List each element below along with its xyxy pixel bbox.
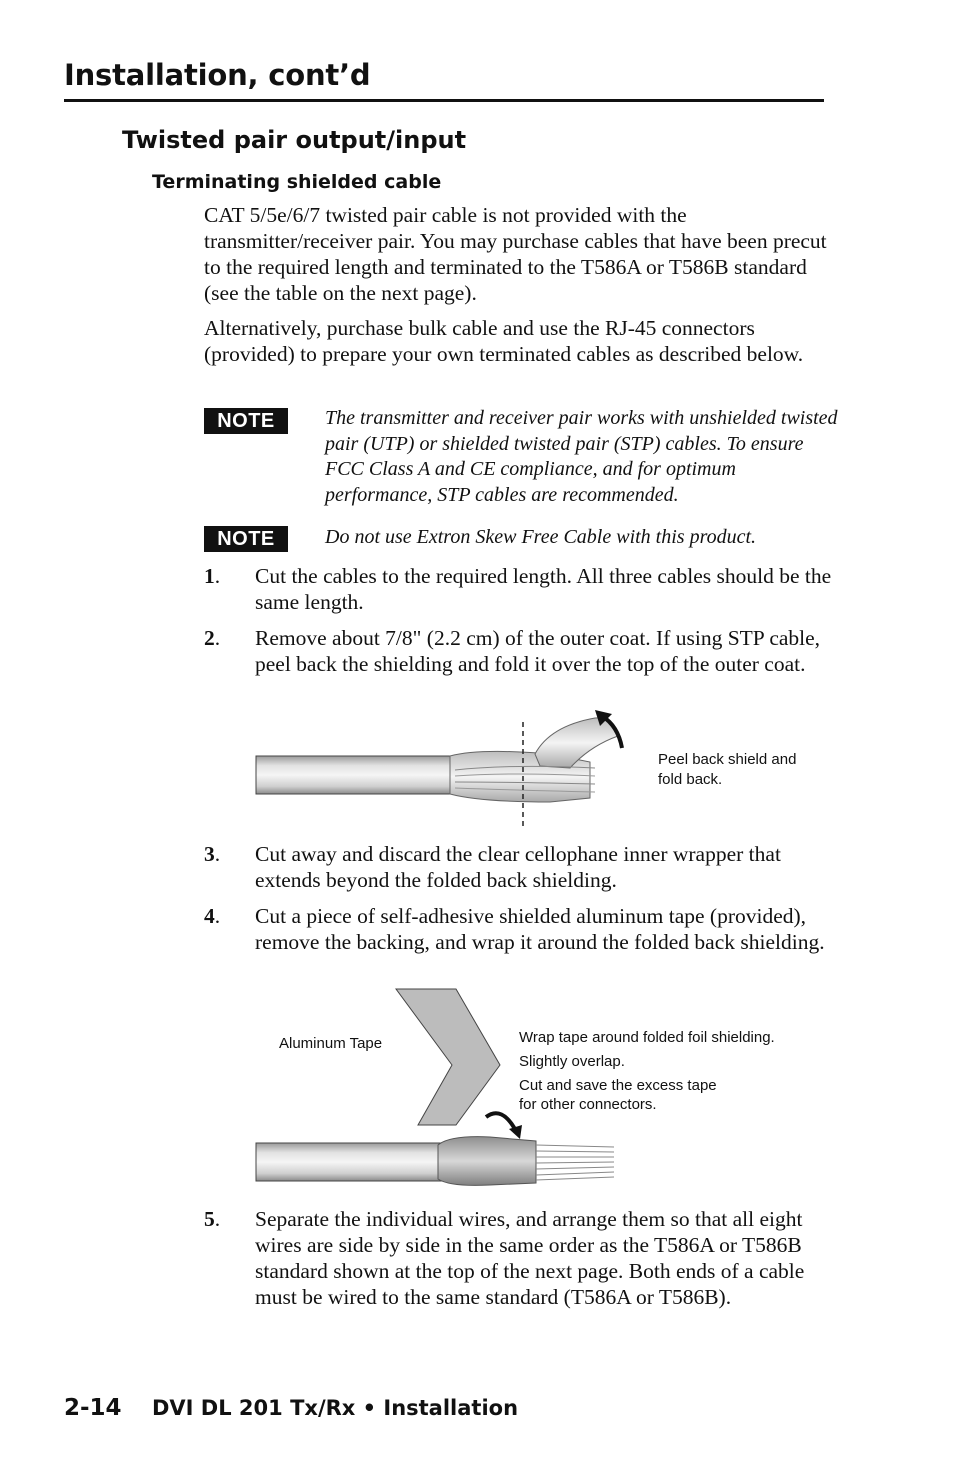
note-badge: NOTE: [204, 408, 288, 434]
figure1-caption-line1: Peel back shield and: [658, 751, 797, 768]
step-text: Cut away and discard the clear cellophane inner wrapper that extends beyond the folded back shielding.: [255, 842, 781, 892]
step-text: Cut the cables to the required length. All three cables should be the same length.: [255, 564, 832, 614]
peel-shield-illustration: [250, 718, 650, 830]
step-text: Remove about 7/8" (2.2 cm) of the outer coat. If using STP cable, peel back the shielding and fold it over the top of the outer coat.: [255, 626, 821, 676]
step-number: 2.: [204, 626, 221, 650]
step-number: 3.: [204, 842, 221, 866]
figure2-caption-line4: for other connectors.: [519, 1096, 657, 1113]
footer-doc-title: DVI DL 201 Tx/Rx • Installation: [152, 1396, 519, 1420]
subsection-heading: Terminating shielded cable: [152, 171, 442, 193]
step-text: Cut a piece of self-adhesive shielded aluminum tape (provided), remove the backing, and wrap it around the folded back shielding.: [255, 904, 825, 954]
note-badge: NOTE: [204, 526, 288, 552]
figure2-caption-line3: Cut and save the excess tape: [519, 1077, 717, 1094]
step-number: 5.: [204, 1207, 221, 1231]
title-rule: [64, 99, 824, 102]
tape-label: Aluminum Tape: [279, 1035, 383, 1052]
step-number: 1.: [204, 564, 221, 588]
figure2-caption-line1: Wrap tape around folded foil shielding.: [519, 1029, 775, 1046]
note-text: The transmitter and receiver pair works with unshielded twisted pair (UTP) or shielded twisted pair (STP) cables. To ensure FCC Class A and CE compliance, and for optimum performance, STP cables are recommended.: [325, 407, 838, 506]
step-number: 4.: [204, 904, 221, 928]
footer-page-number: 2-14: [64, 1395, 122, 1421]
page-title: Installation, cont’d: [64, 58, 371, 92]
step-text: Separate the individual wires, and arrange them so that all eight wires are side by side in the same order as the T586A or T586B standard shown at the top of the next page. Both ends of a cable must be wired to the same standard (T586A or T586B).: [255, 1207, 805, 1309]
note-text: Do not use Extron Skew Free Cable with this product.: [325, 526, 757, 548]
intro-paragraph: CAT 5/5e/6/7 twisted pair cable is not provided with the transmitter/receiver pair. You may purchase cables that have been precut to the required length and terminated to the T586A or T586B standard (see the table on the next page).: [204, 203, 827, 305]
alternative-paragraph: Alternatively, purchase bulk cable and use the RJ-45 connectors (provided) to prepare your own terminated cables as described below.: [204, 316, 804, 366]
figure2-caption-line2: Slightly overlap.: [519, 1053, 625, 1070]
figure1-caption-line2: fold back.: [658, 771, 723, 788]
section-heading: Twisted pair output/input: [122, 126, 467, 154]
